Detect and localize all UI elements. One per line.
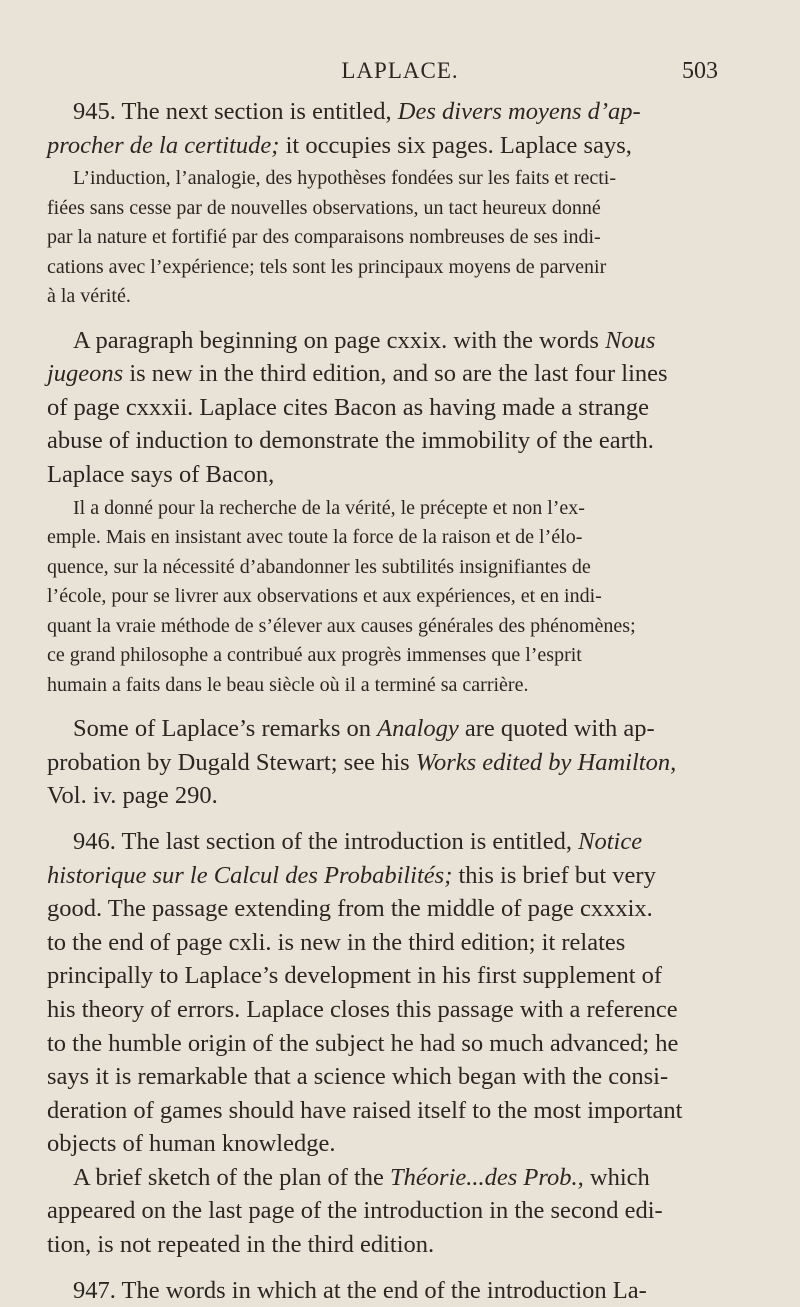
text-line: historique sur le Calcul des Probabilités; this is brief but very <box>47 861 656 889</box>
text-line: procher de la certitude; it occupies six pages. Laplace says, <box>47 131 632 159</box>
paragraph-945 <box>47 95 742 162</box>
quote-line: quence, sur la nécessité d’abandonner les subtilités insignifiantes de <box>47 555 591 578</box>
text-line: 945. The next section is entitled, Des divers moyens d’ap- <box>73 98 641 125</box>
quote-line: Il a donné pour la recherche de la vérité, le précepte et non l’ex- <box>73 496 585 519</box>
quote-line: quant la vraie méthode de s’élever aux causes générales des phénomènes; <box>47 614 636 637</box>
page-number: 503 <box>682 58 718 84</box>
running-head: LAPLACE. <box>341 58 459 83</box>
block-quote-induction <box>47 164 742 312</box>
quote-line: l’école, pour se livrer aux observations et aux expériences, et en indi- <box>47 585 602 608</box>
page-header <box>0 58 800 88</box>
paragraph-947 <box>47 1274 742 1307</box>
quote-line: cations avec l’expérience; tels sont les principaux moyens de parvenir <box>47 255 607 278</box>
text-line: 947. The words in which at the end of the introduction La- <box>73 1276 647 1304</box>
text-line: to the end of page cxli. is new in the third edition; it relates <box>47 928 626 956</box>
text-line: deration of games should have raised itself to the most important <box>47 1096 683 1124</box>
paragraph-946 <box>47 825 742 1161</box>
text-line: of page cxxxii. Laplace cites Bacon as having made a strange <box>47 393 650 421</box>
text-line: A brief sketch of the plan of the Théorie...des Prob., which <box>73 1163 650 1191</box>
paragraph-analogy <box>47 712 742 813</box>
text-line: says it is remarkable that a science which began with the consi- <box>47 1063 669 1091</box>
quote-line: par la nature et fortifié par des comparaisons nombreuses de ses indi- <box>47 226 601 249</box>
text-line: appeared on the last page of the introduction in the second edi- <box>47 1197 663 1225</box>
text-line: his theory of errors. Laplace closes this passage with a reference <box>47 995 678 1023</box>
quote-line: ce grand philosophe a contribué aux progrès immenses que l’esprit <box>47 644 582 667</box>
text-line: probation by Dugald Stewart; see his Works edited by Hamilton, <box>47 748 677 776</box>
text-line: abuse of induction to demonstrate the immobility of the earth. <box>47 427 654 455</box>
text-line: principally to Laplace’s development in his first supplement of <box>47 962 663 990</box>
page-body <box>47 95 742 1307</box>
quote-line: fiées sans cesse par de nouvelles observations, un tact heureux donné <box>47 196 601 219</box>
text-line: A paragraph beginning on page cxxix. with the words Nous <box>73 326 656 354</box>
text-line: Laplace says of Bacon, <box>47 461 275 489</box>
text-line: tion, is not repeated in the third edition. <box>47 1231 435 1259</box>
quote-line: L’induction, l’analogie, des hypothèses fondées sur les faits et recti- <box>73 167 616 190</box>
block-quote-bacon <box>47 494 742 701</box>
text-line: Some of Laplace’s remarks on Analogy are quoted with ap- <box>73 715 655 743</box>
quote-line: emple. Mais en insistant avec toute la force de la raison et de l’élo- <box>47 526 583 549</box>
quote-line: à la vérité. <box>47 285 131 308</box>
text-line: 946. The last section of the introduction is entitled, Notice <box>73 827 643 855</box>
paragraph-sketch <box>47 1161 742 1262</box>
text-line: good. The passage extending from the middle of page cxxxix. <box>47 895 653 923</box>
paragraph-nous-jugeons <box>47 324 742 492</box>
quote-line: humain a faits dans le beau siècle où il a terminé sa carrière. <box>47 673 529 696</box>
text-line: objects of human knowledge. <box>47 1130 336 1158</box>
text-line: Vol. iv. page 290. <box>47 782 218 810</box>
text-line: to the humble origin of the subject he had so much advanced; he <box>47 1029 679 1057</box>
text-line: jugeons is new in the third edition, and so are the last four lines <box>47 360 668 388</box>
